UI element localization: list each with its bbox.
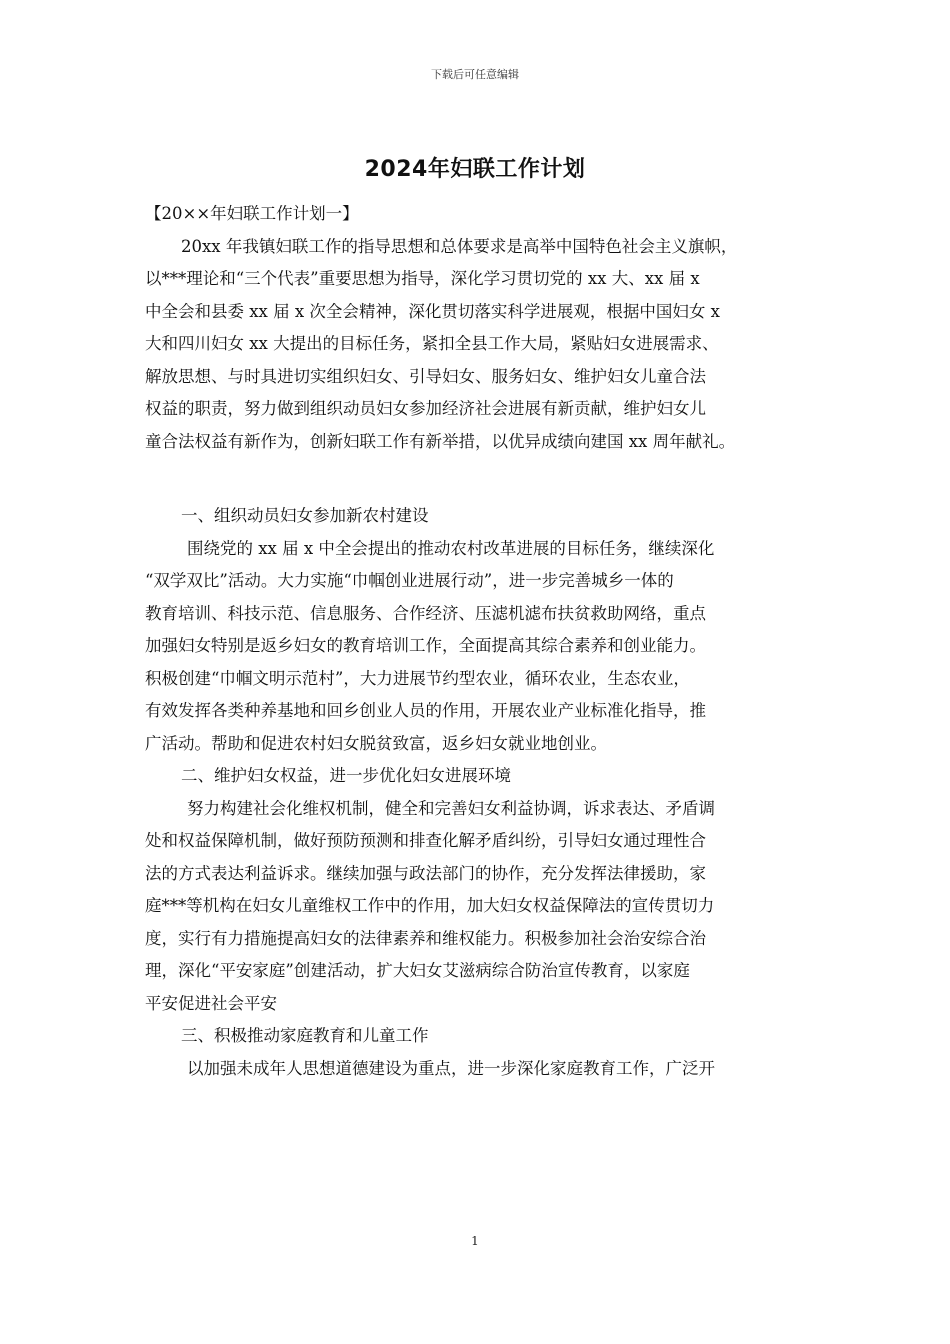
section-line: 度，实行有力措施提高妇女的法律素养和维权能力。积极参加社会治安综合治	[145, 928, 706, 948]
section-line: 教育培训、科技示范、信息服务、合作经济、压滤机滤布扶贫救助网络，重点	[145, 603, 706, 623]
section-line: 积极创建“巾帼文明示范村”，大力进展节约型农业，循环农业，生态农业，	[145, 668, 690, 688]
intro-line: 20xx 年我镇妇联工作的指导思想和总体要求是高举中国特色社会主义旗帜，	[181, 236, 738, 256]
section-line: 加强妇女特别是返乡妇女的教育培训工作，全面提高其综合素养和创业能力。	[145, 636, 706, 655]
intro-line: 童合法权益有新作为，创新妇联工作有新举措，以优异成绩向建国 xx 周年献礼。	[145, 431, 736, 451]
intro-line: 以***理论和“三个代表”重要思想为指导，深化学习贯切党的 xx 大、xx 届 x	[145, 269, 700, 288]
section-2	[145, 760, 825, 1020]
section-line: 广活动。帮助和促进农村妇女脱贫致富，返乡妇女就业地创业。	[145, 733, 607, 753]
header-note: 下载后可任意编辑	[431, 68, 519, 81]
section-line: 庭***等机构在妇女儿童维权工作中的作用，加大妇女权益保障法的宣传贯切力	[145, 896, 715, 915]
section-heading: 二、维护妇女权益，进一步优化妇女进展环境	[181, 766, 511, 785]
section-line: 法的方式表达利益诉求。继续加强与政法部门的协作，充分发挥法律援助，家	[145, 863, 706, 883]
document-body	[145, 198, 825, 1085]
intro-line: 大和四川妇女 xx 大提出的目标任务，紧扣全县工作大局，紧贴妇女进展需求、	[145, 334, 719, 353]
paragraph-spacer	[145, 458, 825, 500]
section-3	[145, 1020, 825, 1085]
section-line: 平安促进社会平安	[145, 993, 277, 1013]
section-line: 努力构建社会化维权机制，健全和完善妇女利益协调，诉求表达、矛盾调	[187, 798, 715, 818]
section-line: 理，深化“平安家庭”创建活动，扩大妇女艾滋病综合防治宣传教育，以家庭	[145, 961, 690, 980]
intro-line: 权益的职责，努力做到组织动员妇女参加经济社会进展有新贡献，维护妇女儿	[145, 399, 706, 418]
section-line: 以加强未成年人思想道德建设为重点，进一步深化家庭教育工作，广泛开	[187, 1058, 715, 1078]
intro-paragraph	[145, 231, 825, 459]
intro-line: 解放思想、与时具进切实组织妇女、引导妇女、服务妇女、维护妇女儿童合法	[145, 366, 706, 386]
section-1	[145, 500, 825, 760]
section-heading: 一、组织动员妇女参加新农村建设	[181, 506, 429, 525]
section-heading: 三、积极推动家庭教育和儿童工作	[181, 1026, 429, 1045]
page-number: 1	[471, 1234, 479, 1248]
section-line: 处和权益保障机制，做好预防预测和排查化解矛盾纠纷，引导妇女通过理性合	[145, 831, 706, 850]
section-line: “双学双比”活动。大力实施“巾帼创业进展行动”，进一步完善城乡一体的	[145, 571, 674, 590]
intro-line: 中全会和县委 xx 届 x 次全会精神，深化贯切落实科学进展观，根据中国妇女 x	[145, 301, 720, 321]
section-line: 围绕党的 xx 届 x 中全会提出的推动农村改革进展的目标任务，继续深化	[187, 538, 715, 558]
section-line: 有效发挥各类种养基地和回乡创业人员的作用，开展农业产业标准化指导，推	[145, 701, 706, 720]
document-title: 2024年妇联工作计划	[364, 157, 586, 182]
section-tag: 【20××年妇联工作计划一】	[145, 204, 359, 223]
